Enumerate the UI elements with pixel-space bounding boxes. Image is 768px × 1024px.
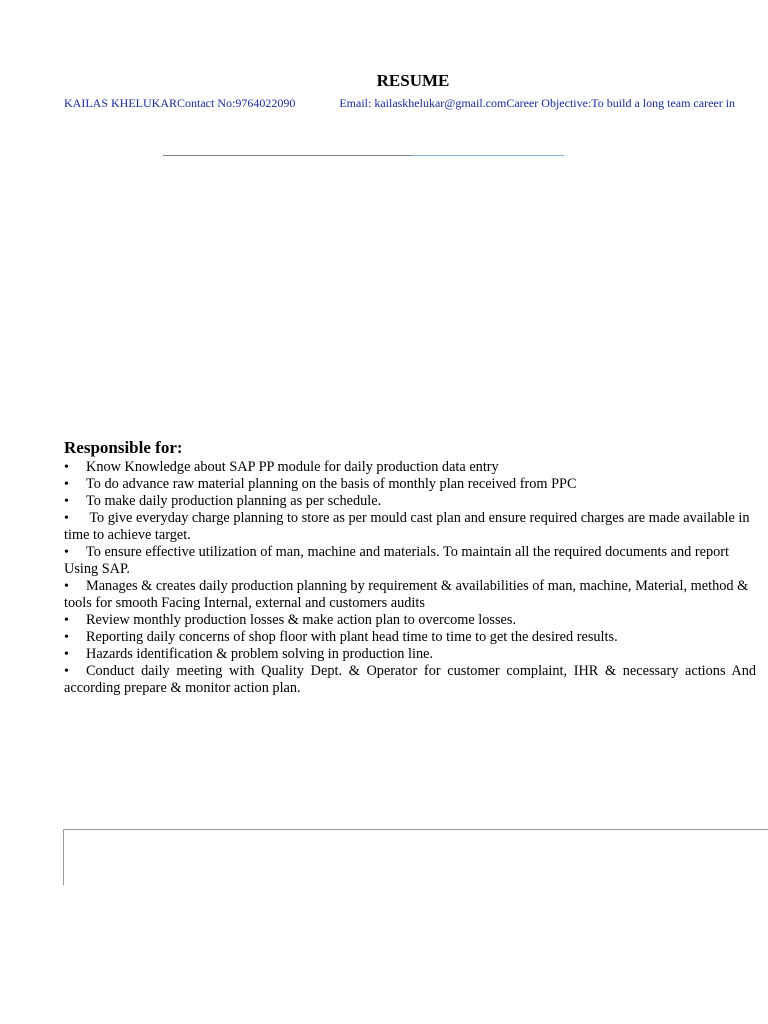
email-objective-text: Email: kailaskhelukar@gmail.comCareer Objective:To build a long team career in (339, 96, 736, 110)
bullet-icon: • (64, 511, 69, 526)
contact-line (64, 95, 768, 111)
section-heading: Responsible for: (64, 438, 183, 457)
list-item-text: Reporting daily concerns of shop floor with plant head time to time to get the desired results. (86, 629, 618, 645)
bullet-icon: • (64, 613, 69, 628)
list-item-text: To ensure effective utilization of man, machine and materials. To maintain all the required documents and report Using SAP. (64, 544, 729, 577)
list-item (64, 493, 756, 510)
bullet-icon: • (64, 477, 69, 492)
list-item (64, 544, 756, 578)
list-item-text: To do advance raw material planning on the basis of monthly plan received from PPC (86, 476, 577, 492)
list-item-text: Hazards identification & problem solving in production line. (86, 646, 434, 662)
list-item (64, 578, 756, 612)
list-item (64, 663, 756, 697)
box-border-top (63, 829, 768, 830)
responsibilities-list (64, 459, 756, 697)
list-item (64, 510, 756, 544)
list-item-text: To give everyday charge planning to store as per mould cast plan and ensure required charges are made available in time to achieve target. (64, 510, 750, 543)
horizontal-rule-right (411, 155, 564, 156)
list-item (64, 612, 756, 629)
list-item-text: Review monthly production losses & make action plan to overcome losses. (86, 612, 517, 628)
resume-title: RESUME (376, 71, 450, 90)
bullet-icon: • (64, 545, 69, 560)
bullet-icon: • (64, 647, 69, 662)
bullet-icon: • (64, 664, 69, 679)
list-item-text: Manages & creates daily production planning by requirement & availabilities of man, machine, Material, method & tools for smooth Facing Internal, external and customers audits (64, 578, 749, 611)
list-item (64, 476, 756, 493)
name-contact-text: KAILAS KHELUKARContact No:9764022090 (64, 96, 296, 110)
bullet-icon: • (64, 579, 69, 594)
list-item (64, 459, 756, 476)
bullet-icon: • (64, 460, 69, 475)
list-item-text: To make daily production planning as per schedule. (86, 493, 382, 509)
list-item-text: Conduct daily meeting with Quality Dept. & Operator for customer complaint, IHR & necessary actions And according prepare & monitor action plan. (64, 663, 756, 696)
responsibilities-section (64, 437, 756, 697)
bullet-icon: • (64, 630, 69, 645)
horizontal-rule-left (163, 155, 411, 156)
list-item (64, 646, 756, 663)
list-item-text: Know Knowledge about SAP PP module for daily production data entry (86, 459, 499, 475)
box-border-left (63, 829, 64, 885)
list-item (64, 629, 756, 646)
bullet-icon: • (64, 494, 69, 509)
